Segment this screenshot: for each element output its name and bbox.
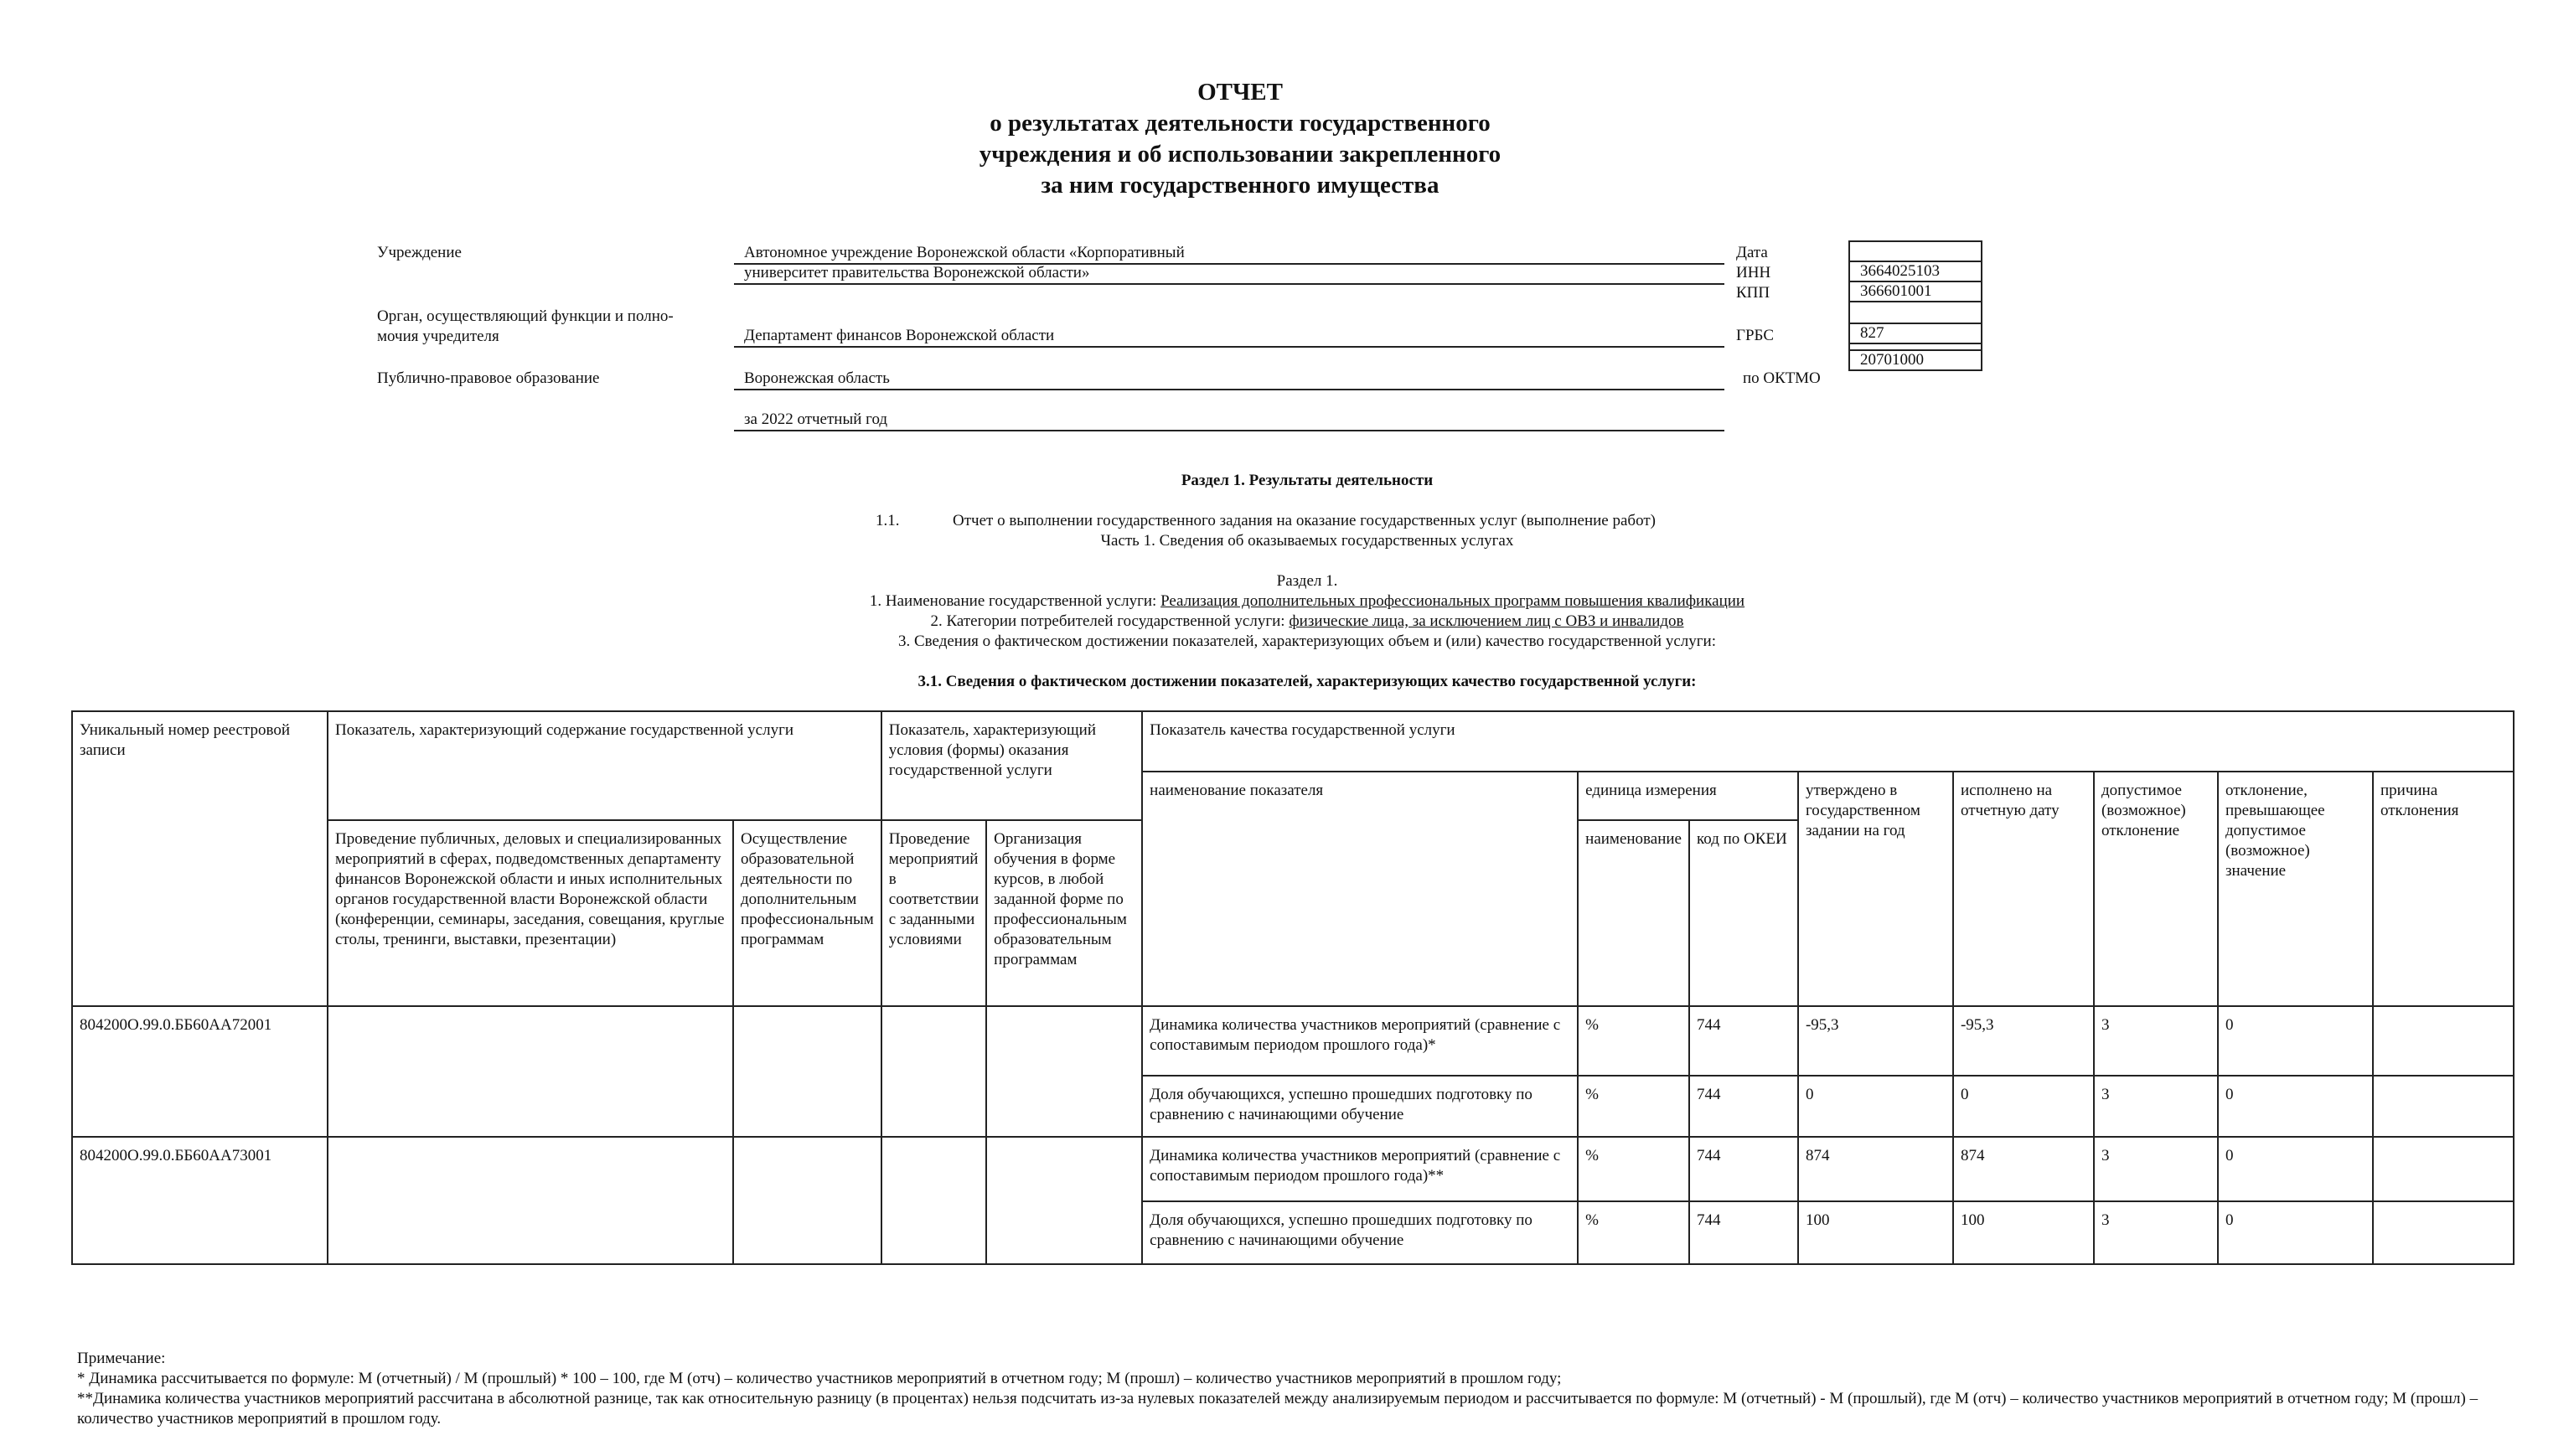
institution-value-2: университет правительства Воронежской области»	[734, 263, 1724, 285]
allowed-value: 3	[2094, 1006, 2218, 1076]
title-line-2: о результатах деятельности государственного	[990, 110, 1491, 137]
sub-conditions-2: Организация обучения в форме курсов, в любой заданной форме по профессиональным образовательным программам	[986, 820, 1142, 1006]
empty-cell	[986, 1006, 1142, 1137]
inn-label: ИНН	[1736, 264, 1771, 281]
founder-label-2: мочия учредителя	[377, 328, 499, 345]
header-unit-code: код по ОКЕИ	[1689, 820, 1798, 1006]
kpp-value: 366601001	[1849, 281, 1982, 302]
reason-value	[2373, 1076, 2514, 1137]
header-content: Показатель, характеризующий содержание государственной услуги	[328, 711, 881, 820]
unit-code: 744	[1689, 1137, 1798, 1201]
consumer-label: 2. Категории потребителей государственной услуги:	[930, 612, 1290, 630]
service-name-label: 1. Наименование государственной услуги:	[869, 592, 1161, 610]
item31-title: 3.1. Сведения о фактическом достижении показателей, характеризующих качество государственной услуги:	[917, 673, 1697, 690]
sub-conditions-1: Проведение мероприятий в соответствии с заданными условиями	[881, 820, 986, 1006]
executed-value: -95,3	[1953, 1006, 2094, 1076]
title-line-4: за ним государственного имущества	[1041, 172, 1439, 199]
consumer-value: физические лица, за исключением лиц с ОВЗ и инвалидов	[1289, 612, 1684, 630]
empty-cell	[733, 1006, 881, 1137]
part-title: Часть 1. Сведения об оказываемых государственных услугах	[1100, 532, 1514, 550]
header-allowed: допустимое (возможное) отклонение	[2094, 772, 2218, 1006]
executed-value: 100	[1953, 1201, 2094, 1264]
oktmo-value: 20701000	[1849, 350, 1982, 370]
unit-name: %	[1578, 1201, 1689, 1264]
deviation-value: 0	[2218, 1137, 2373, 1201]
codes-spacer	[1849, 302, 1982, 323]
header-approved: утверждено в государственном задании на год	[1798, 772, 1953, 1006]
header-registry: Уникальный номер реестровой записи	[72, 711, 328, 1006]
header-deviation: отклонение, превышающее допустимое (возможное) значение	[2218, 772, 2373, 1006]
section-number: 1.1.	[876, 512, 900, 529]
quality-table	[71, 710, 2515, 1265]
sub-content-2: Осуществление образовательной деятельности по дополнительным профессиональным программам	[733, 820, 881, 1006]
header-unit-name: наименование	[1578, 820, 1689, 1006]
reason-value	[2373, 1137, 2514, 1201]
approved-value: 100	[1798, 1201, 1953, 1264]
note-2: **Динамика количества участников мероприятий рассчитана в абсолютной разнице, так как относительную разницу (в процентах) нельзя подсчитать из-за нулевых показателей между анализируемым периодом и рассчитывается по формуле: М (отчетный) - М (прошлый), где М (отч) – количество участников мероприятий в отчетном году; М (прошл) – количество участников мероприятий в прошлом году.	[77, 1390, 2478, 1428]
reason-value	[2373, 1006, 2514, 1076]
grbs-label: ГРБС	[1736, 327, 1775, 344]
note-1: * Динамика рассчитывается по формуле: М (отчетный) / М (прошлый) * 100 – 100, где М (отч) – количество участников мероприятий в отчетном году; М (прошл) – количество участников мероприятий в прошлом году;	[77, 1370, 1562, 1387]
approved-value: 874	[1798, 1137, 1953, 1201]
codes-box	[1848, 240, 1982, 371]
oktmo-label: по ОКТМО	[1743, 369, 1821, 387]
founder-value: Департамент финансов Воронежской области	[734, 326, 1724, 348]
inn-value: 3664025103	[1849, 261, 1982, 281]
table-row	[72, 1137, 2514, 1201]
header-executed: исполнено на отчетную дату	[1953, 772, 2094, 1006]
empty-cell	[881, 1006, 986, 1137]
header-conditions: Показатель, характеризующий условия (формы) оказания государственной услуги	[881, 711, 1142, 820]
consumer-line	[0, 612, 2574, 632]
approved-value: 0	[1798, 1076, 1953, 1137]
deviation-value: 0	[2218, 1201, 2373, 1264]
deviation-value: 0	[2218, 1006, 2373, 1076]
executed-value: 874	[1953, 1137, 2094, 1201]
registry-number: 804200О.99.0.ББ60АА73001	[72, 1137, 328, 1264]
indicator-name: Доля обучающихся, успешно прошедших подготовку по сравнению с начинающими обучение	[1142, 1201, 1578, 1264]
public-entity-label: Публично-правовое образование	[377, 369, 600, 387]
institution-value-1: Автономное учреждение Воронежской области «Корпоративный	[734, 243, 1724, 265]
indicator-name: Динамика количества участников мероприятий (сравнение с сопоставимым периодом прошлого года)**	[1142, 1137, 1578, 1201]
date-label: Дата	[1736, 244, 1768, 261]
deviation-value: 0	[2218, 1076, 2373, 1137]
allowed-value: 3	[2094, 1076, 2218, 1137]
codes-spacer-2	[1849, 343, 1982, 350]
kpp-label: КПП	[1736, 284, 1770, 302]
section-title: Раздел 1. Результаты деятельности	[1181, 472, 1434, 489]
founder-label-1: Орган, осуществляющий функции и полно-	[377, 307, 674, 325]
item3-text: 3. Сведения о фактическом достижении показателей, характеризующих объем и (или) качество государственной услуги:	[897, 632, 1716, 650]
service-name-line	[0, 591, 2574, 612]
service-name-value: Реализация дополнительных профессиональных программ повышения квалификации	[1160, 592, 1745, 610]
report-period: за 2022 отчетный год	[734, 410, 1724, 431]
reason-value	[2373, 1201, 2514, 1264]
header-indicator-name: наименование показателя	[1142, 772, 1578, 1006]
empty-cell	[881, 1137, 986, 1264]
unit-code: 744	[1689, 1076, 1798, 1137]
empty-cell	[733, 1137, 881, 1264]
institution-label: Учреждение	[377, 244, 462, 261]
report-subtitle: Отчет о выполнении государственного задания на оказание государственных услуг (выполнение работ)	[953, 512, 1656, 529]
approved-value: -95,3	[1798, 1006, 1953, 1076]
empty-cell	[986, 1137, 1142, 1264]
public-entity-value: Воронежская область	[734, 369, 1724, 390]
header-reason: причина отклонения	[2373, 772, 2514, 1006]
date-value	[1849, 241, 1982, 261]
subsection-title: Раздел 1.	[1276, 572, 1338, 590]
unit-name: %	[1578, 1076, 1689, 1137]
header-quality: Показатель качества государственной услуги	[1142, 711, 2514, 772]
allowed-value: 3	[2094, 1201, 2218, 1264]
grbs-value: 827	[1849, 323, 1982, 343]
sub-content-1: Проведение публичных, деловых и специализированных мероприятий в сферах, подведомственных департаменту финансов Воронежской области и иных исполнительных органов государственной власти Воронежской области (конференции, семинары, заседания, совещания, круглые столы, тренинги, выставки, презентации)	[328, 820, 733, 1006]
title-line-3: учреждения и об использовании закрепленного	[979, 141, 1502, 168]
title-line-1: ОТЧЕТ	[1197, 79, 1283, 106]
empty-cell	[328, 1006, 733, 1137]
unit-name: %	[1578, 1006, 1689, 1076]
notes	[77, 1349, 2524, 1429]
indicator-name: Динамика количества участников мероприятий (сравнение с сопоставимым периодом прошлого года)*	[1142, 1006, 1578, 1076]
table-row	[72, 1006, 2514, 1076]
unit-code: 744	[1689, 1006, 1798, 1076]
notes-label: Примечание:	[77, 1350, 166, 1367]
unit-name: %	[1578, 1137, 1689, 1201]
registry-number: 804200О.99.0.ББ60АА72001	[72, 1006, 328, 1137]
header-unit: единица измерения	[1578, 772, 1798, 820]
report-title	[0, 77, 2480, 201]
allowed-value: 3	[2094, 1137, 2218, 1201]
executed-value: 0	[1953, 1076, 2094, 1137]
empty-cell	[328, 1137, 733, 1264]
indicator-name: Доля обучающихся, успешно прошедших подготовку по сравнению с начинающими обучение	[1142, 1076, 1578, 1137]
unit-code: 744	[1689, 1201, 1798, 1264]
